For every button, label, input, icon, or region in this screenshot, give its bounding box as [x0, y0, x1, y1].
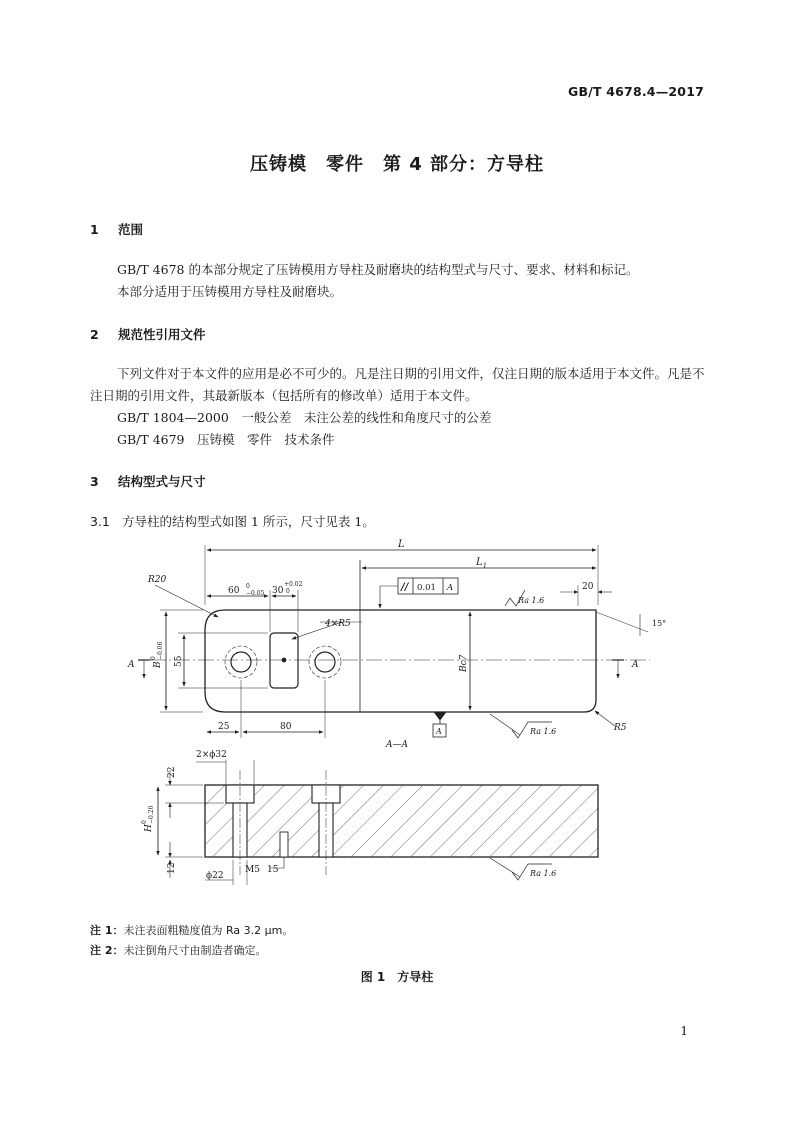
ra-section: Ra 1.6 — [530, 869, 557, 878]
section-number: 2 — [90, 327, 99, 342]
section-2-ref-2: GB/T 4679 压铸模 零件 技术条件 — [117, 432, 335, 447]
subsection-text: 方导柱的结构型式如图 1 所示，尺寸见表 1。 — [122, 514, 375, 529]
angle-15: 15° — [652, 619, 667, 628]
dim-55: 55 — [174, 655, 184, 667]
dim-L1-sub: 1 — [482, 562, 488, 570]
subsection-number: 3.1 — [90, 514, 110, 529]
section-number: 1 — [90, 222, 99, 237]
section-1-para-1: GB/T 4678 的本部分规定了压铸模用方导柱及耐磨块的结构型式与尺寸、要求、材料和标记。 — [117, 262, 639, 277]
fcf-value: 0.01 — [417, 583, 436, 593]
ra-bottom: Ra 1.6 — [530, 727, 557, 736]
section-3-heading — [90, 472, 206, 490]
ra-top: Ra 1.6 — [518, 596, 545, 605]
section-A-left: A — [128, 660, 135, 670]
top-view-outline — [205, 610, 596, 712]
dim-80: 80 — [280, 722, 292, 732]
tol-60-upper: 0 — [246, 583, 250, 590]
tol-B-upper: 0 — [150, 656, 157, 660]
section-view-outline — [205, 785, 598, 857]
tol-H-upper: 0 — [141, 820, 148, 824]
note-text: 未注倒角尺寸由制造者确定。 — [123, 944, 267, 957]
dim-12: 12 — [167, 862, 177, 874]
tol-B-lower: −0.06 — [157, 641, 164, 660]
section-A-right: A — [632, 660, 639, 670]
page-title: 压铸模 零件 第 4 部分：方导柱 — [249, 154, 545, 175]
dim-25: 25 — [218, 722, 230, 732]
tol-H-lower: −0.20 — [148, 805, 155, 824]
note-label: 注 1： — [90, 924, 124, 937]
dim-L1-main: L — [476, 557, 483, 568]
section-title: 结构型式与尺寸 — [118, 474, 206, 489]
tol-30-upper: +0.02 — [284, 581, 303, 588]
dim-M5: M5 — [245, 865, 260, 875]
dim-L: L — [398, 539, 405, 550]
section-2-ref-1: GB/T 1804—2000 一般公差 未注公差的线性和角度尺寸的公差 — [117, 410, 492, 425]
section-1-heading — [90, 220, 143, 238]
section-label: A—A — [386, 740, 408, 750]
dim-R5: R5 — [614, 723, 627, 733]
note-text: 未注表面粗糙度值为 Ra 3.2 μm。 — [123, 924, 294, 937]
dim-30: 30 — [272, 586, 284, 596]
dim-B: B — [153, 661, 163, 668]
figure-caption: 图 1 方导柱 — [360, 970, 434, 984]
dim-20: 20 — [582, 582, 594, 592]
dim-H-group — [141, 805, 155, 833]
note-2 — [90, 942, 266, 958]
section-2-heading — [90, 325, 206, 343]
dim-phi22: ϕ22 — [206, 871, 224, 881]
dim-15: 15 — [267, 865, 279, 875]
tol-30-lower: 0 — [286, 588, 290, 595]
section-2-para-1: 下列文件对于本文件的应用是必不可少的。凡是注日期的引用文件，仅注日期的版本适用于本文件。凡是不注日期的引用文件，其最新版本（包括所有的修改单）适用于本文件。 — [90, 366, 705, 403]
section-number: 3 — [90, 474, 99, 489]
dim-22: 22 — [167, 766, 177, 778]
dim-2x32: 2×ϕ32 — [196, 750, 227, 760]
section-title: 范围 — [118, 222, 144, 237]
note-label: 注 2： — [90, 944, 124, 957]
fcf-datum: A — [447, 583, 454, 593]
note-1 — [90, 922, 293, 938]
dim-60: 60 — [228, 586, 240, 596]
dim-Bc7: Bc7 — [459, 654, 469, 672]
section-1-para-2: 本部分适用于压铸模用方导柱及耐磨块。 — [117, 284, 343, 299]
page-number: 1 — [680, 1024, 688, 1038]
subsection-3-1 — [90, 512, 375, 530]
dim-H: H — [144, 824, 154, 832]
datum-A: A — [436, 727, 442, 736]
figure-drawing — [0, 535, 794, 895]
label-4xR5: 4×R5 — [325, 619, 351, 629]
tol-60-lower: −0.05 — [246, 590, 265, 597]
section-title: 规范性引用文件 — [118, 327, 206, 342]
dim-R20: R20 — [148, 575, 167, 585]
standard-code: GB/T 4678.4—2017 — [568, 84, 704, 99]
fcf-symbol: // — [401, 582, 409, 593]
dim-B-group — [150, 641, 164, 669]
